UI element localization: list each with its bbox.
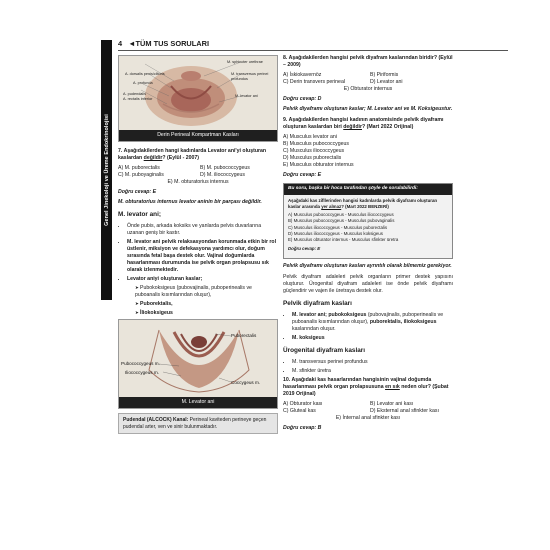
q10-option-a: A) Obturator kası: [283, 400, 323, 407]
alt-stem-em: yer almaz: [321, 204, 342, 210]
q9-option-b: B) Musculus pubococcygeus: [283, 141, 350, 148]
question-10-options: [283, 401, 453, 422]
q8-answer: Doğru cevap: D: [283, 96, 322, 103]
pelvic-item-2: [292, 335, 453, 342]
question-9-stem: [283, 117, 453, 131]
q10-option-c: C) Gluteal kas: [283, 407, 316, 414]
section-pelvic-diaphragm: Pelvik diyafram kasları: [283, 300, 352, 308]
q10-stem-em: en sık: [385, 383, 400, 390]
q7-explanation: M. obturatorius internus levator aninin bir parçası değildir.: [118, 199, 262, 206]
alt-answer: Doğru cevap: E: [288, 246, 321, 252]
q7-option-c: C) M. puboyaginalis: [118, 172, 164, 179]
question-9: [283, 117, 453, 179]
q9-answer: Doğru cevap: E: [283, 172, 322, 179]
question-9-options: [283, 134, 453, 169]
q9-stem-em: değildir: [343, 124, 362, 131]
question-8-options: [283, 72, 453, 93]
q7-number: 7.: [118, 148, 123, 154]
question-7-stem: [118, 148, 278, 162]
pelvic-item-1: [292, 312, 453, 333]
alcock-note: [118, 413, 278, 435]
alt-stem-pre: Aşağıdaki kas zifllerinden hangisi kadınlarda pelvik diyaframı oluşturan kaslar arasında: [288, 197, 438, 210]
alt-option-a: A) Musculus pubococcygeus - Musculus iliococcygeus: [288, 212, 394, 218]
alternate-question-title: Bu soru, başka bir hoca tarafından şöyle de sorulabilirdi:: [284, 184, 452, 195]
figure-deep-perineal-caption: Derin Perineal Kompartman Kasları: [119, 130, 277, 141]
alternate-question-stem: [288, 198, 448, 210]
q7-stem-pre: Aşağıdakilerden hangi kadınlarda Levator ani'yi oluşturan kaslardan: [118, 148, 267, 162]
levator-ani-illustration: [119, 320, 279, 398]
label-puborectalis: Puborectalis: [231, 332, 257, 338]
header-rule: [118, 50, 508, 51]
label-pubococcygeus: Pubococcygeus m.: [121, 360, 160, 366]
alcock-note-text: Perineal kaviteden perineye geçen pudendal arter, ven ve sinir bulunmaktadır.: [123, 416, 267, 430]
label-profunda: A. profunda: [133, 81, 153, 85]
q9-option-a: A) Musculus levator ani: [283, 134, 337, 141]
q8-option-e: E) Obturator internus: [343, 86, 393, 93]
q7-stem-post: ? (Eylül - 2007): [162, 155, 200, 162]
label-coccygeus: Coccygeus m.: [231, 379, 261, 385]
q10-number: 10.: [283, 376, 291, 383]
q7-answer: Doğru cevap: E: [118, 189, 157, 196]
q7-option-a: A) M. puborectalis: [118, 165, 160, 172]
label-pudendalis: A. pudendalis: [123, 92, 147, 96]
alcock-note-title: Pudendal (ALCOCK) Kanal:: [123, 416, 189, 423]
levator-subitems: [127, 285, 278, 317]
page-number: 4: [118, 39, 123, 48]
q9-option-c: C) Musculus iliococcygeus: [283, 148, 345, 155]
q8-option-c: C) Derin transvers perineal: [283, 79, 345, 86]
right-column: [283, 55, 453, 435]
q10-stem-post: neden olur? (Şubat 2019 Orijinal): [283, 383, 449, 397]
label-iliococcygeus: Iliococcygeus m.: [125, 369, 159, 375]
uro-item-1: • M. transversus perinei profundus: [292, 359, 453, 366]
levator-subitem-1: [135, 285, 278, 299]
label-levator-ani: M. levator ani: [235, 94, 258, 98]
page-header: [118, 39, 323, 49]
q9-number: 9.: [283, 117, 288, 124]
alt-option-d: D) Musculus iliococcygeus - Musculus koksigeus: [288, 230, 383, 236]
pelvic-item-1-rest: (pubovajinalis, puboperinealis ve puboanalis kısımlarından oluşur),: [292, 311, 444, 325]
alternate-question-body: [284, 195, 452, 258]
q8-explanation: Pelvik diyaframı oluşturan kaslar; M. Levator ani ve M. Koksigeustur.: [283, 106, 453, 113]
section-urogenital-diaphragm: Ürogenital diyafram kasları: [283, 346, 366, 354]
q10-option-b: B) Levator ani kası: [370, 400, 414, 407]
q9-stem-pre: Aşağıdakilerden hangisi kadının anatomisinde pelvik diyaframı oluşturan kaslardan biri: [283, 117, 444, 131]
alt-option-c: C) Musculus iliococcygeus - Musculus puborectalis: [288, 224, 388, 230]
levator-subitem-3: [135, 310, 278, 317]
chapter-side-tab: [101, 40, 112, 300]
section-levator-ani: M. levator ani;: [118, 211, 161, 219]
q8-number: 8.: [283, 55, 288, 61]
levator-subitem-2: [135, 301, 278, 308]
q7-option-d: D) M. iliococcygeus: [200, 172, 245, 179]
label-dorsalis-penis: A. dorsalis penis/clitoris: [125, 72, 165, 76]
q10-option-e: E) İnternal anal sfinkter kası: [335, 414, 401, 421]
figure-levator-ani: [118, 319, 278, 409]
levator-bullet-3-text: Levator aniyi oluşturan kaslar;: [127, 275, 203, 282]
pelvic-diaphragm-list: [283, 312, 453, 342]
pelvic-item-1-rest2: kaslarından oluşur.: [292, 325, 336, 332]
levator-subitem-2-text: Puborektalis,: [140, 300, 173, 307]
q10-stem-pre: Aşağıdaki kas hasarlarından hangisinin vajinal doğumda hasarlanması pelvik organ prolapsusuna: [283, 376, 432, 390]
question-8-stem: [283, 55, 453, 69]
q10-answer: Doğru cevap: B: [283, 424, 322, 431]
q9-option-e: E) Musculus obturator internus: [283, 162, 354, 169]
q7-stem-em: değildir: [143, 155, 163, 162]
alt-option-b: B) Musculus pubococcygeus - Musculus pubovaginalis: [288, 218, 395, 224]
figure-levator-ani-caption: M. Levator ani: [119, 397, 277, 408]
alt-stem-post: ? (Mart 2022 BENZERİ): [341, 204, 389, 210]
q9-explanation: Pelvik diyaframı oluşturan kasları ayrıntılı olarak bilmemiz gerekiyor.: [283, 263, 452, 270]
levator-bullets: [118, 223, 278, 317]
q9-stem-post: ? (Mart 2022 Orijinal): [361, 124, 414, 131]
label-rectalis-inferior: A. rectalis inferior: [123, 97, 153, 101]
urogenital-list: [283, 359, 453, 375]
label-transversus-perinei: M. transversus perinei profundus: [231, 72, 269, 82]
alternate-question-box: [283, 183, 453, 259]
pelvic-item-2-text: M. koksigeus: [292, 334, 325, 341]
q9-option-d: D) Musculus puborectalis: [283, 155, 342, 162]
figure-deep-perineal: [118, 55, 278, 142]
uro-item-2: • M. sfinkter üretra: [292, 368, 453, 375]
series-title: ◄TÜM TUS SORULARI: [128, 39, 209, 48]
q10-option-d: D) Eksternal anal sfinkter kası: [370, 407, 439, 414]
label-sphincter-urethrae: M. sphincter urethrae: [227, 60, 263, 64]
levator-subitem-3-text: İliokoksigeus: [140, 309, 173, 316]
q8-option-a: A) İskiokavernöz: [283, 72, 322, 79]
question-10-stem: [283, 377, 453, 398]
levator-subitem-1-text: Pubokoksigeus (pubovajinalis, puboperinealis ve puboanalis kısımlarından oluşur),: [135, 284, 252, 298]
levator-bullet-3: [127, 276, 278, 317]
q7-option-e: E) M. obturatorius internus: [167, 179, 229, 186]
pelvic-item-1-strong2: puborektalis, iliokoksigeus: [369, 318, 437, 325]
q8-option-d: D) Levator ani: [370, 79, 403, 86]
question-7: [118, 148, 278, 206]
left-column: [118, 55, 278, 434]
question-7-options: [118, 165, 278, 186]
alt-option-e: E) Musculus obturator internus - Musculus sfinkter üretra: [288, 236, 399, 242]
q8-option-b: B) Piriformis: [370, 72, 399, 79]
q7-option-b: B) M. pubococcygeus: [200, 165, 250, 172]
question-10: [283, 377, 453, 432]
levator-bullet-2: • M. levator ani pelvik relaksasyondan korunmada etkin bir rol üstlenir, miksiyon ve defekasyona yardımcı olur, doğum sırasında fetal başa destek olur. Vajinal doğumlarda hasarlanması durumunda ise pelvik organ prolapsusu sık olarak izlenmektedir.: [127, 239, 278, 274]
pelvic-diaphragm-paragraph: Pelvik diyafram adaleleri pelvik organların primer destek yapısını oluşturur. Ürogenital diyafram adaleleri ise önde pelvik diyaframı güçlendirir ve vajen ile üretraya destek olur.: [283, 274, 453, 295]
q8-stem: Aşağıdakilerden hangisi pelvik diyafram kaslarından biridir? (Eylül – 2009): [283, 55, 453, 69]
chapter-side-tab-label: Genel Jinekoloji ve Üreme Endokrinolojisi: [103, 114, 110, 226]
question-8: [283, 55, 453, 113]
pelvic-item-1-strong: M. levator ani; pubokoksigeus: [292, 311, 367, 318]
levator-bullet-1: • Önde pubis, arkada koksiks ve yanlarda pelvis duvarlarına uzanan geniş bir kastır.: [127, 223, 278, 237]
